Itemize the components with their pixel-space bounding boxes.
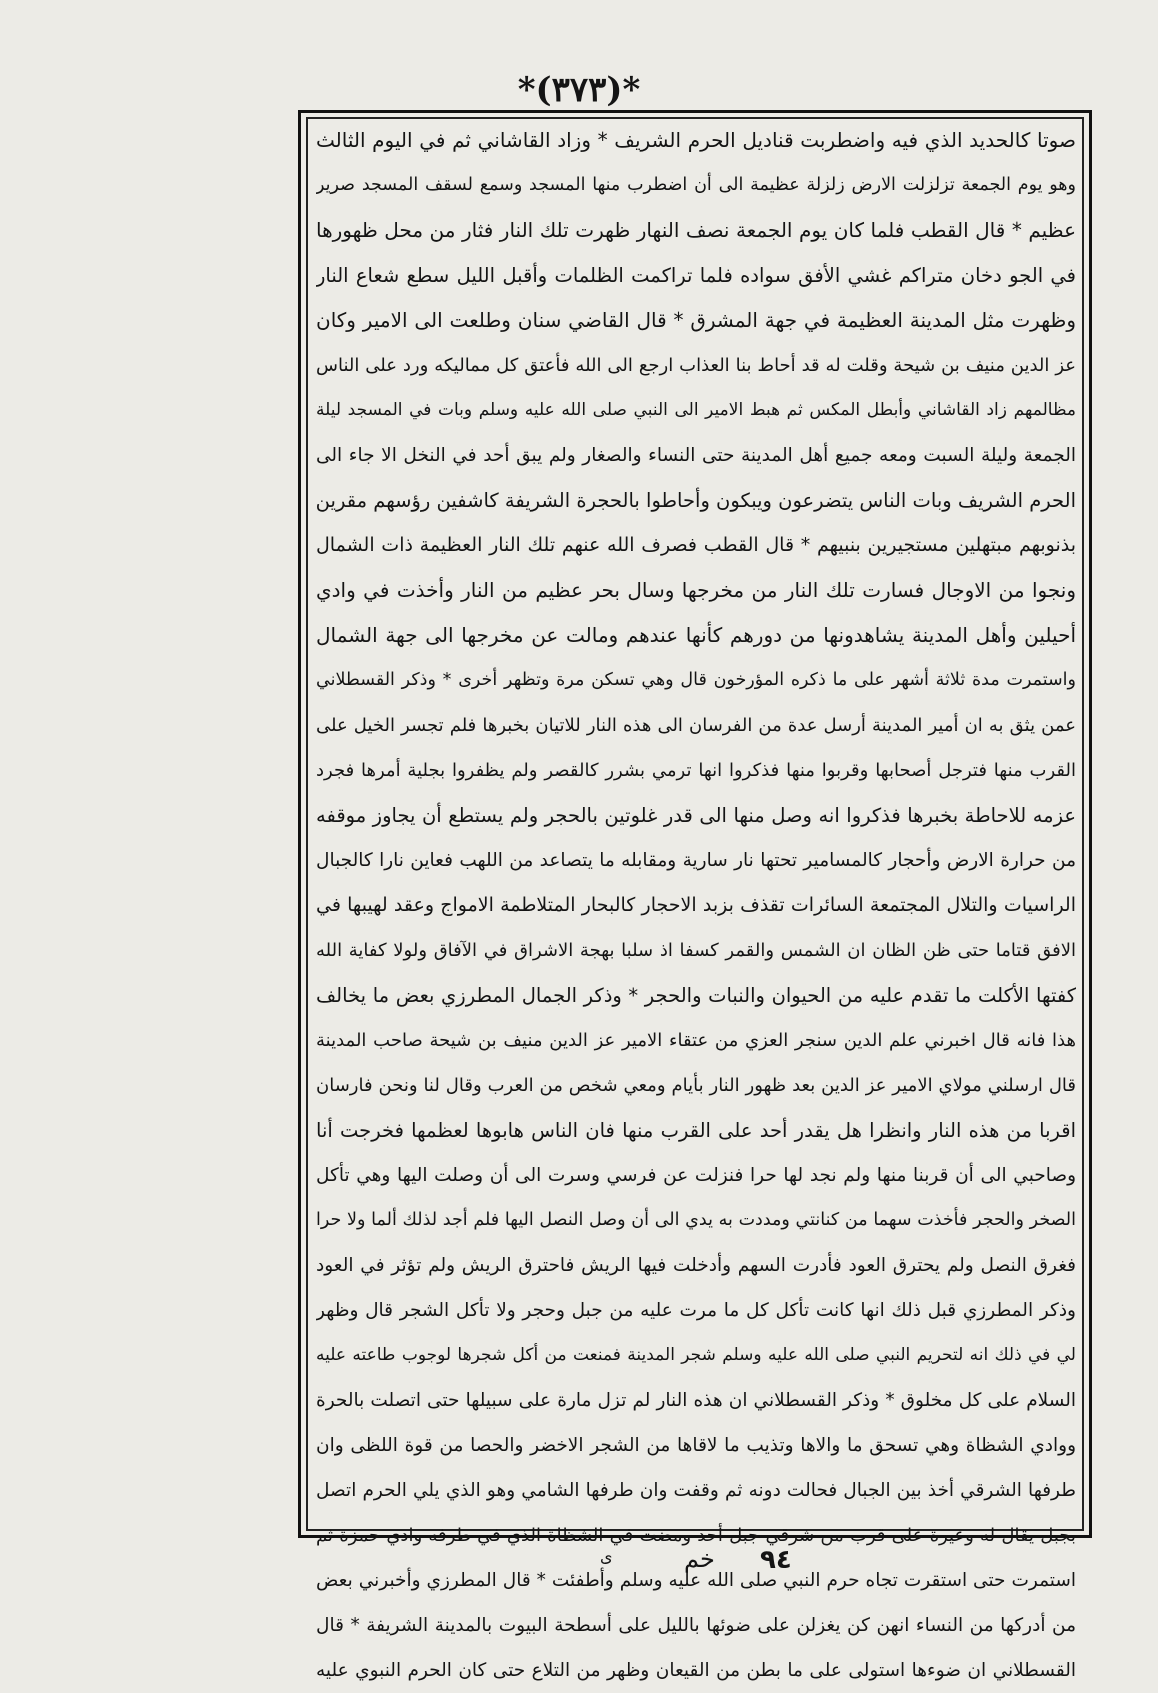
text-line: الصخر والحجر فأخذت سهما من كنانتي ومددت به يدي الى أن وصل النصل اليها فلم أجد لذلك ألما ولا حرا	[316, 1210, 1076, 1230]
page-number: *(٣٧٣)*	[517, 70, 641, 110]
text-line: من حرارة الارض وأحجار كالمسامير تحتها نار سارية ومقابله ما يتصاعد من اللهب فعاين نارا كالجبال	[316, 850, 1076, 871]
text-line: القرب منها فترجل أصحابها وقربوا منها فذكروا انها ترمي بشرر كالقصر ولم يظفروا بجلية أمرها فجرد	[316, 760, 1076, 781]
text-line: الحرم الشريف وبات الناس يتضرعون ويبكون وأحاطوا بالحجرة الشريفة كاشفين رؤسهم مقرين	[316, 489, 1076, 512]
text-line: مظالمهم زاد القاشاني وأبطل المكس ثم هبط الامير الى النبي صلى الله عليه وسلم وبات في المسجد ليلة	[316, 400, 1076, 420]
text-line: عمن يثق به ان أمير المدينة أرسل عدة من الفرسان الى هذه النار للاتيان بخبرها فلم تجسر الخيل على	[316, 715, 1076, 736]
text-line: طرفها الشرقي أخذ بين الجبال فحالت دونه ثم وقفت وان طرفها الشامي وهو الذي يلي الحرم اتصل	[316, 1480, 1076, 1501]
text-line: وصاحبي الى أن قربنا منها ولم نجد لها حرا فنزلت عن فرسي وسرت الى أن وصلت اليها وهي تأكل	[316, 1165, 1076, 1186]
text-line: الجمعة وليلة السبت ومعه جميع أهل المدينة حتى النساء والصغار ولم يبق أحد في النخل الا جاء الى	[316, 445, 1076, 466]
text-line: كفتها الأكلت ما تقدم عليه من الحيوان والنبات والحجر * وذكر الجمال المطرزي بعض ما يخالف	[316, 984, 1076, 1007]
footer-page-marker: ٩٤	[760, 1545, 792, 1575]
text-line: ووادي الشظاة وهي تسحق ما والاها وتذيب ما لاقاها من الشجر الاخضر والحصا من قوة اللظى وان	[316, 1435, 1076, 1456]
text-line: وظهرت مثل المدينة العظيمة في جهة المشرق * قال القاضي سنان وطلعت الى الامير وكان	[316, 308, 1076, 332]
text-line: هذا فانه قال اخبرني علم الدين سنجر العزي من عتقاء الامير عز الدين منيف بن شيحة صاحب المدينة	[316, 1030, 1076, 1051]
text-line: السلام على كل مخلوق * وذكر القسطلاني ان هذه النار لم تزل مارة على سبيلها حتى اتصلت بالحرة	[316, 1390, 1076, 1411]
text-line: اقربا من هذه النار وانظرا هل يقدر أحد على القرب منها فان الناس هابوها لعظمها فخرجت أنا	[316, 1119, 1076, 1142]
text-line: ونجوا من الاوجال فسارت تلك النار من مخرجها وسال بحر عظيم من النار وأخذت في وادي	[316, 578, 1076, 602]
text-line: الراسيات والتلال المجتمعة السائرات تقذف بزبد الاحجار كالبحار المتلاطمة الامواج وعقد لهيبها في	[316, 894, 1076, 916]
main-text	[316, 118, 1076, 1693]
text-line: واستمرت مدة ثلاثة أشهر على ما ذكره المؤرخون قال وهي تسكن مرة وتظهر أخرى * وذكر القسطلاني	[316, 670, 1076, 690]
stray-mark: ى	[600, 1547, 613, 1566]
text-line: في الجو دخان متراكم غشي الأفق سواده فلما تراكمت الظلمات وأقبل الليل سطع شعاع النار	[316, 264, 1076, 287]
text-line: بجبل يقال له وعيرة على قرب من شرقي جبل أحد ومضت في الشظاة الذي في طرفه وادي حمزة ثم	[316, 1525, 1076, 1546]
text-line: قال ارسلني مولاي الامير عز الدين بعد ظهور النار بأيام ومعي شخص من العرب وقال لنا ونحن فارسان	[316, 1075, 1076, 1096]
text-line: استمرت حتى استقرت تجاه حرم النبي صلى الله عليه وسلم وأطفئت * قال المطرزي وأخبرني بعض	[316, 1570, 1076, 1591]
text-line: بذنوبهم مبتهلين مستجيرين بنبيهم * قال القطب فصرف الله عنهم تلك النار العظيمة ذات الشمال	[316, 534, 1076, 556]
signature-mark: خم	[684, 1545, 715, 1573]
text-line: وذكر المطرزي قبل ذلك انها كانت تأكل كل ما مرت عليه من جبل وحجر ولا تأكل الشجر قال وظهر	[316, 1300, 1076, 1321]
text-line: لي في ذلك انه لتحريم النبي صلى الله عليه وسلم شجر المدينة فمنعت من أكل شجرها لوجوب طاعته عليه	[316, 1345, 1076, 1365]
text-line: القسطلاني ان ضوءها استولى على ما بطن من القيعان وظهر من التلاع حتى كان الحرم النبوي عليه	[316, 1660, 1076, 1681]
text-line: عزمه للاحاطة بخبرها فذكروا انه وصل منها الى قدر غلوتين بالحجر ولم يستطع أن يجاوز موقفه	[316, 804, 1076, 827]
text-line: أحيلين وأهل المدينة يشاهدونها من دورهم كأنها عندهم ومالت عن مخرجها الى جهة الشمال	[316, 623, 1076, 647]
page-footer	[0, 1545, 1158, 1585]
text-line: وهو يوم الجمعة تزلزلت الارض زلزلة عظيمة الى أن اضطرب منها المسجد وسمع لسقف المسجد صرير	[316, 175, 1076, 195]
text-line: الافق قتاما حتى ظن الظان ان الشمس والقمر كسفا اذ سلبا بهجة الاشراق في الآفاق ولولا كفاية الله	[316, 940, 1076, 961]
text-line: عظيم * قال القطب فلما كان يوم الجمعة نصف النهار ظهرت تلك النار فثار من محل ظهورها	[316, 218, 1076, 242]
text-line: صوتا كالحديد الذي فيه واضطربت قناديل الحرم الشريف * وزاد القاشاني ثم في اليوم الثالث	[316, 128, 1076, 152]
text-line: فغرق النصل ولم يحترق العود فأدرت السهم وأدخلت فيها الريش فاحترق الريش ولم تؤثر في العود	[316, 1255, 1076, 1276]
text-line: من أدركها من النساء انهن كن يغزلن على ضوئها بالليل على أسطحة البيوت بالمدينة الشريفة * قال	[316, 1615, 1076, 1636]
text-line: عز الدين منيف بن شيحة وقلت له قد أحاط بنا العذاب ارجع الى الله فأعتق كل مماليكه ورد على الناس	[316, 355, 1076, 376]
